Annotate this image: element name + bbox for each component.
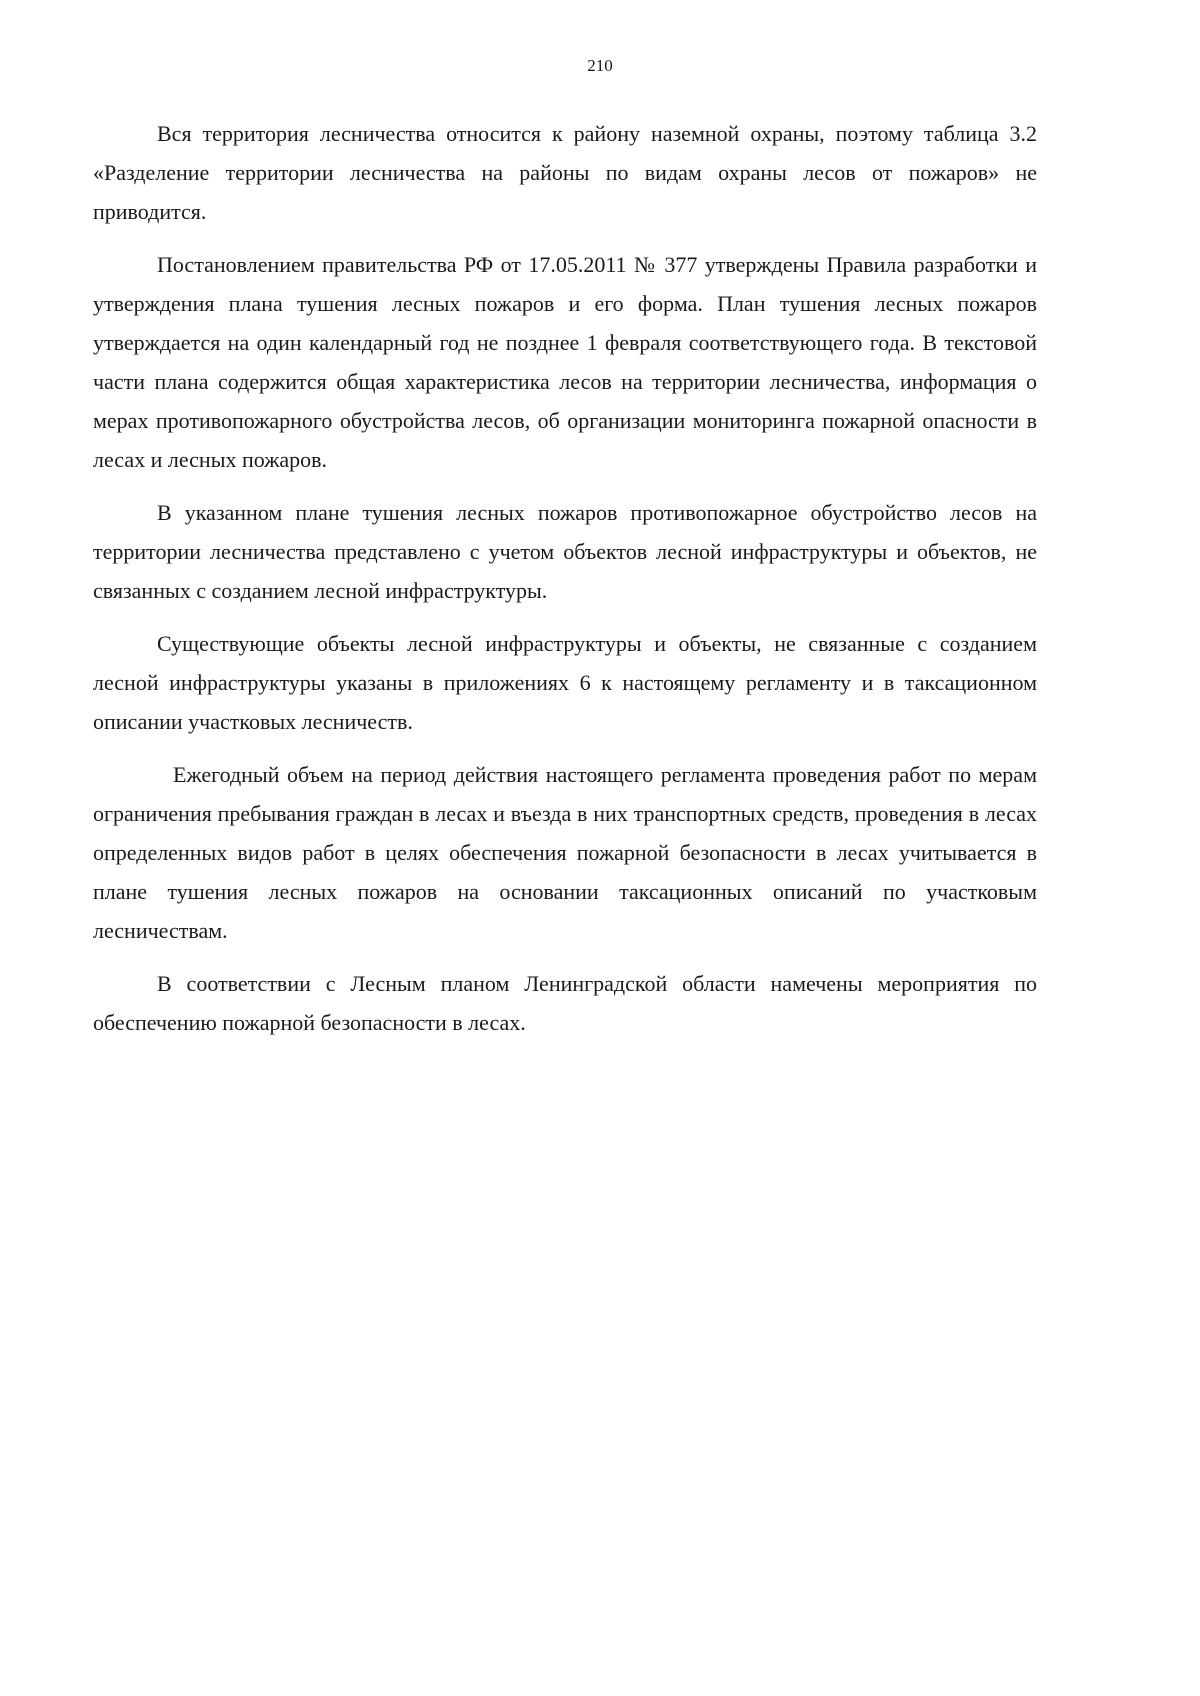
paragraph-fire-plan-infrastructure: В указанном плане тушения лесных пожаров противопожарное обустройство лесов на территории лесничества представлено с учетом объектов лесной инфраструктуры и объектов, не связанных с созданием лесной инфраструктуры.: [93, 500, 1037, 603]
paragraph-government-decree: Постановлением правительства РФ от 17.05.2011 № 377 утверждены Правила разработки и утверждения плана тушения лесных пожаров и его форма. План тушения лесных пожаров утверждается на один календарный год не позднее 1 февраля соответствующего года. В текстовой части плана содержится общая характеристика лесов на территории лесничества, информация о мерах противопожарного обустройства лесов, об организации мониторинга пожарной опасности в лесах и лесных пожаров.: [93, 252, 1037, 472]
paragraph-annual-volume: Ежегодный объем на период действия настоящего регламента проведения работ по мерам ограничения пребывания граждан в лесах и въезда в них транспортных средств, проведения в лесах определенных видов работ в целях обеспечения пожарной безопасности в лесах учитывается в плане тушения лесных пожаров на основании таксационных описаний по участковым лесничествам.: [93, 762, 1037, 943]
page-number: 210: [587, 56, 613, 75]
paragraph-territory-protection: Вся территория лесничества относится к району наземной охраны, поэтому таблица 3.2 «Разделение территории лесничества на районы по видам охраны лесов от пожаров» не приводится.: [93, 121, 1037, 224]
document-body: [93, 114, 1037, 1056]
paragraph-existing-objects: Существующие объекты лесной инфраструктуры и объекты, не связанные с созданием лесной инфраструктуры указаны в приложениях 6 к настоящему регламенту и в таксационном описании участковых лесничеств.: [93, 631, 1037, 734]
paragraph-forest-plan-measures: В соответствии с Лесным планом Ленинградской области намечены мероприятия по обеспечению пожарной безопасности в лесах.: [93, 971, 1037, 1035]
